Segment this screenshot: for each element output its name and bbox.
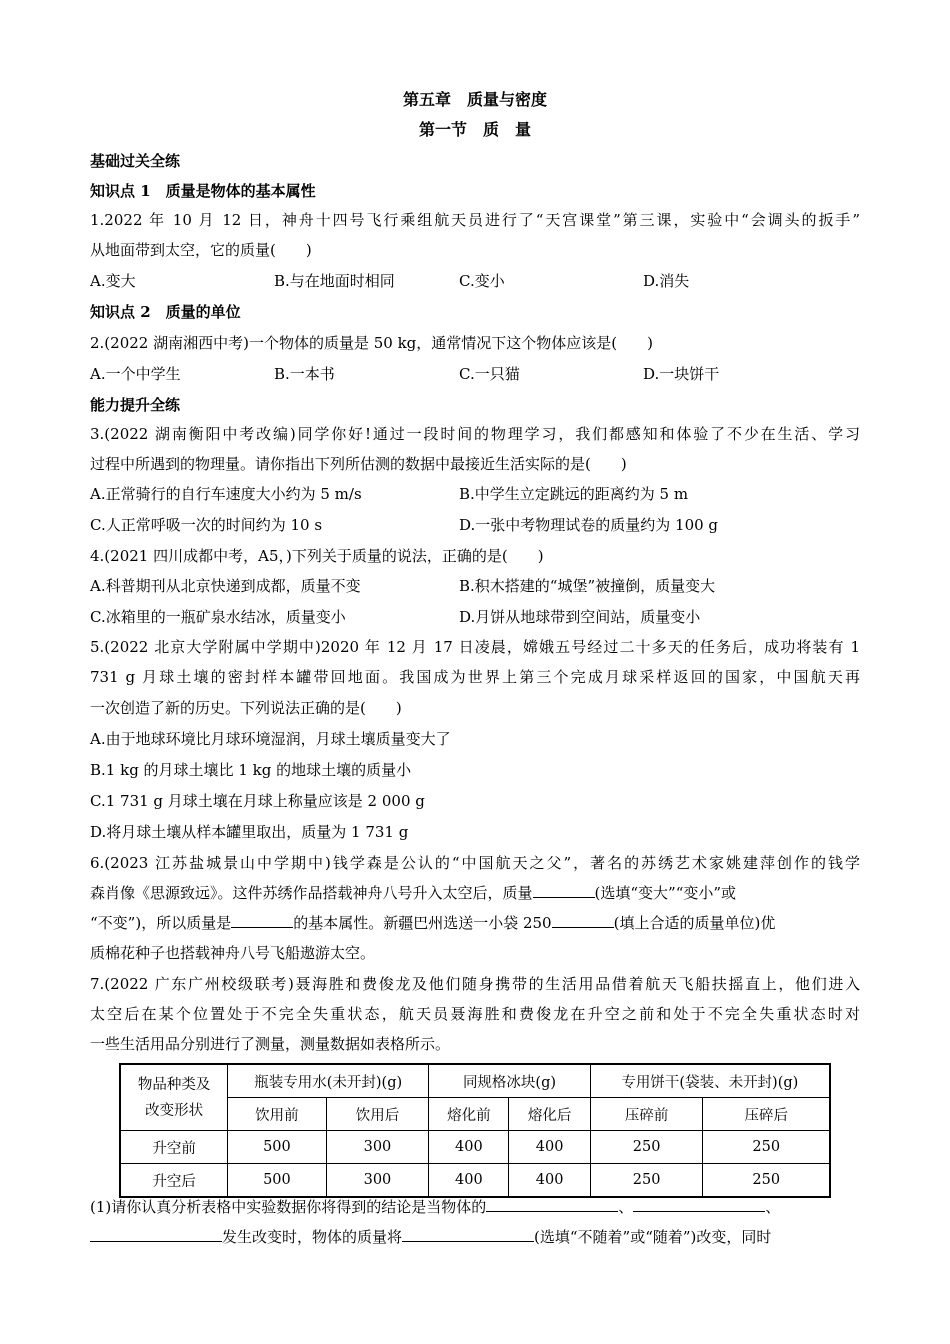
q3-option-a: A.正常骑行的自行车速度大小约为 5 m/s [90, 485, 362, 503]
table-cell: 250 [590, 1164, 703, 1198]
q6-line2-text-b: (选填“变大”“变小”或 [594, 884, 737, 902]
table-cell: 250 [703, 1164, 830, 1198]
q6-line1: 6.(2023 江苏盐城景山中学期中)钱学森是公认的“中国航天之父”，著名的苏绣艺术家姚建萍创作的钱学 [90, 854, 860, 872]
q6-line3-text-a: “不变”)，所以质量是 [90, 914, 232, 932]
q4-option-b: B.积木搭建的“城堡”被撞倒，质量变大 [459, 577, 716, 595]
q6-line3-text-b: 的基本属性。新疆巴州选送一小袋 250 [293, 914, 552, 932]
sub-header: 压碎前 [590, 1098, 703, 1131]
q7-sub1-text-c: (选填“不随着”或“随着”)改变，同时 [534, 1228, 772, 1246]
q4-option-a: A.科普期刊从北京快递到成都，质量不变 [90, 577, 361, 595]
q7-blank-1[interactable] [486, 1197, 618, 1212]
q6-line3-text-c: (填上合适的质量单位)优 [613, 914, 776, 932]
q7-line3: 一些生活用品分别进行了测量，测量数据如表格所示。 [90, 1035, 451, 1053]
q7-sub1-text-b: 发生改变时，物体的质量将 [222, 1228, 403, 1246]
corner-line2: 改变形状 [145, 1102, 204, 1119]
measurement-table [119, 1063, 831, 1198]
q7-blank-4[interactable] [402, 1227, 534, 1242]
table-cell: 400 [509, 1164, 590, 1198]
q2-option-c: C.一只猫 [459, 365, 520, 383]
table-cell: 250 [703, 1131, 830, 1164]
q6-line3 [90, 913, 775, 933]
q5-option-a: A.由于地球环境比月球环境湿润，月球土壤质量变大了 [90, 730, 451, 748]
q2-line1: 2.(2022 湖南湘西中考)一个物体的质量是 50 kg，通常情况下这个物体应该是( ) [90, 334, 653, 352]
q1-option-d: D.消失 [643, 272, 690, 290]
q5-option-c: C.1 731 g 月球土壤在月球上称量应该是 2 000 g [90, 792, 425, 810]
q4-line1: 4.(2021 四川成都中考，A5，)下列关于质量的说法，正确的是( ) [90, 547, 544, 565]
q2-option-d: D.一块饼干 [643, 365, 720, 383]
group-header-water: 瓶装专用水(未开封)(g) [228, 1064, 429, 1098]
sub-header: 饮用前 [228, 1098, 327, 1131]
q2-option-a: A.一个中学生 [90, 365, 181, 383]
group-header-ice: 同规格冰块(g) [429, 1064, 590, 1098]
corner-line1: 物品种类及 [137, 1076, 211, 1093]
q5-option-d: D.将月球土壤从样本罐里取出，质量为 1 731 g [90, 823, 409, 841]
table-cell: 300 [326, 1164, 429, 1198]
table-row [120, 1131, 830, 1164]
sub-header: 熔化前 [429, 1098, 509, 1131]
q6-blank-1[interactable] [533, 883, 595, 898]
q6-blank-2[interactable] [231, 913, 293, 928]
q6-blank-3[interactable] [552, 913, 614, 928]
q1-option-c: C.变小 [459, 272, 505, 290]
q6-line2 [90, 883, 736, 903]
row-label: 升空前 [120, 1131, 228, 1164]
table-row [120, 1164, 830, 1198]
row-label: 升空后 [120, 1164, 228, 1198]
q3-line1: 3.(2022 湖南衡阳中考改编)同学你好!通过一段时间的物理学习，我们都感知和体验了不少在生活、学习 [90, 425, 860, 443]
q5-option-b: B.1 kg 的月球土壤比 1 kg 的地球土壤的质量小 [90, 761, 412, 779]
knowledge-point-2: 知识点 2 质量的单位 [90, 303, 241, 321]
q6-line2-text-a: 森肖像《思源致远》。这件苏绣作品搭载神舟八号升入太空后，质量 [90, 884, 533, 902]
q1-line1: 1.2022 年 10 月 12 日，神舟十四号飞行乘组航天员进行了“天宫课堂”第三课，实验中“会调头的扳手” [90, 211, 860, 229]
basic-heading: 基础过关全练 [90, 152, 181, 170]
table-corner-header [120, 1064, 228, 1131]
group-header-biscuit: 专用饼干(袋装、未开封)(g) [590, 1064, 830, 1098]
section-title: 第一节 质 量 [418, 120, 531, 139]
q7-blank-3[interactable] [90, 1227, 222, 1242]
q4-option-c: C.冰箱里的一瓶矿泉水结冰，质量变小 [90, 608, 346, 626]
q7-line1: 7.(2022 广东广州校级联考)聂海胜和费俊龙及他们随身携带的生活用品借着航天飞船扶摇直上，他们进入 [90, 975, 860, 993]
q7-sub1-line1 [90, 1197, 780, 1217]
q5-line2: 731 g 月球土壤的密封样本罐带回地面。我国成为世界上第三个完成月球采样返回的国家，中国航天再 [90, 668, 860, 686]
advanced-heading: 能力提升全练 [90, 396, 181, 414]
q3-option-d: D.一张中考物理试卷的质量约为 100 g [459, 516, 719, 534]
q5-line3: 一次创造了新的历史。下列说法正确的是( ) [90, 699, 402, 717]
q2-option-b: B.一本书 [274, 365, 335, 383]
table-cell: 400 [509, 1131, 590, 1164]
table-cell: 500 [228, 1164, 327, 1198]
q3-option-b: B.中学生立定跳远的距离约为 5 m [459, 485, 689, 503]
table-cell: 500 [228, 1131, 327, 1164]
q7-blank-2[interactable] [633, 1197, 765, 1212]
q7-separator-1: 、 [618, 1198, 634, 1216]
q7-sub1-text-a: (1)请你认真分析表格中实验数据你将得到的结论是当物体的 [90, 1198, 487, 1216]
table-cell: 400 [429, 1131, 509, 1164]
q1-option-a: A.变大 [90, 272, 136, 290]
q6-line4: 质棉花种子也搭载神舟八号飞船遨游太空。 [90, 944, 376, 962]
q7-sub1-line2 [90, 1227, 771, 1247]
q1-option-b: B.与在地面时相同 [274, 272, 395, 290]
q5-line1: 5.(2022 北京大学附属中学期中)2020 年 12 月 17 日凌晨，嫦娥五号经过二十多天的任务后，成功将装有 1 [90, 638, 860, 656]
sub-header: 压碎后 [703, 1098, 830, 1131]
table-cell: 300 [326, 1131, 429, 1164]
sub-header: 熔化后 [509, 1098, 590, 1131]
table-cell: 400 [429, 1164, 509, 1198]
q3-option-c: C.人正常呼吸一次的时间约为 10 s [90, 516, 323, 534]
q7-line2: 太空后在某个位置处于不完全失重状态，航天员聂海胜和费俊龙在升空之前和处于不完全失重状态时对 [90, 1005, 860, 1023]
chapter-title: 第五章 质量与密度 [402, 90, 547, 109]
sub-header: 饮用后 [326, 1098, 429, 1131]
q4-option-d: D.月饼从地球带到空间站，质量变小 [459, 608, 701, 626]
q3-line2: 过程中所遇到的物理量。请你指出下列所估测的数据中最接近生活实际的是( ) [90, 455, 627, 473]
knowledge-point-1: 知识点 1 质量是物体的基本属性 [90, 182, 316, 200]
table-cell: 250 [590, 1131, 703, 1164]
q1-line2: 从地面带到太空，它的质量( ) [90, 241, 312, 259]
q7-separator-2: 、 [765, 1198, 781, 1216]
